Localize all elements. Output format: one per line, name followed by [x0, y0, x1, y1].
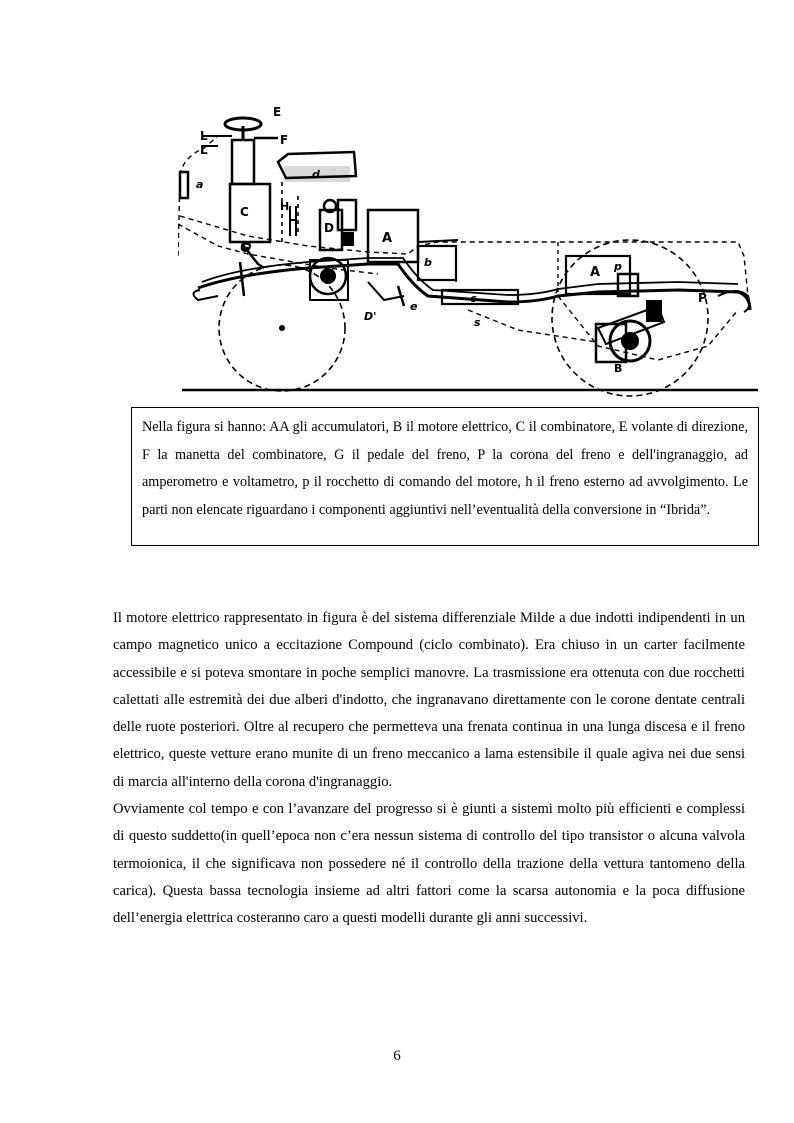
figure-caption: Nella figura si hanno: AA gli accumulatori, B il motore elettrico, C il combinatore, E volante di direzione, F la manetta del combinatore, G il pedale del freno, P la corona del freno e dell'ingranaggio, ad amperometro e voltametro, p il rocchetto di comando del motore, h il freno esterno ad avvolgimento. Le parti non elencate riguardano i componenti aggiuntivi nell’eventualità della conversione in “Ibrida”. [142, 419, 748, 518]
label-c: C [240, 205, 249, 219]
label-l1: L [200, 129, 208, 143]
vehicle-schematic-drawing [178, 96, 760, 404]
label-d-upper: d [312, 168, 320, 181]
label-p-small: p [614, 260, 622, 273]
label-b-wheel: B [614, 362, 623, 375]
figure-caption-box [131, 407, 759, 546]
vehicle-schematic-figure [178, 96, 760, 404]
label-h: H [280, 200, 290, 213]
label-l2: L [200, 143, 208, 157]
label-f: F [280, 133, 289, 147]
label-e: E [273, 105, 282, 119]
label-p-big: P [698, 291, 707, 305]
label-s: s [474, 316, 481, 329]
label-a-battery-front: A [382, 231, 393, 246]
body-text [113, 605, 745, 933]
label-d-motor: D [324, 221, 334, 235]
label-d-prime: D' [364, 310, 377, 323]
label-c-lower: c [470, 292, 477, 305]
label-e-small: e [410, 300, 418, 313]
page-number: 6 [393, 1048, 401, 1064]
accumulator-front [368, 210, 418, 262]
combinator-box [230, 184, 270, 242]
label-g: G [240, 241, 250, 255]
label-a: a [196, 178, 204, 191]
paragraph-progress: Ovviamente col tempo e con l’avanzare del progresso si è giunti a sistemi molto più efficienti e complessi di questo suddetto(in quell’epoca non c’era nessun sistema di controllo del tipo transistor o alcuna valvola termoionica, il che significava non possedere né il controllo della trazione della vettura tantomeno della carica). Questa bassa tecnologia insieme ad altri fattori come la scarsa autonomia e la poca diffusione dell’energia elettrica costeranno caro a questi modelli durante gli anni successivi. [113, 801, 745, 927]
paragraph-motor-description: Il motore elettrico rappresentato in figura è del sistema differenziale Milde a due indotti indipendenti in un campo magnetico unico a eccitazione Compound (ciclo combinato). Era chiuso in un carter facilmente accessibile e si poteva smontare in poche semplici manovre. La trasmissione era ottenuta con due rocchetti calettati alle estremità dei due alberi d'indotto, che ingranavano direttamente con le corone dentate centrali delle ruote posteriori. Oltre al recupero che permetteva una frenata continua in una lunga discesa e il freno elettrico, queste vetture erano munite di un freno meccanico a lama estensibile il quale agiva nei due sensi di marcia all'interno della corona d'ingranaggio. [113, 610, 745, 790]
label-a-battery-rear: A [590, 265, 601, 280]
label-b: b [424, 256, 432, 269]
